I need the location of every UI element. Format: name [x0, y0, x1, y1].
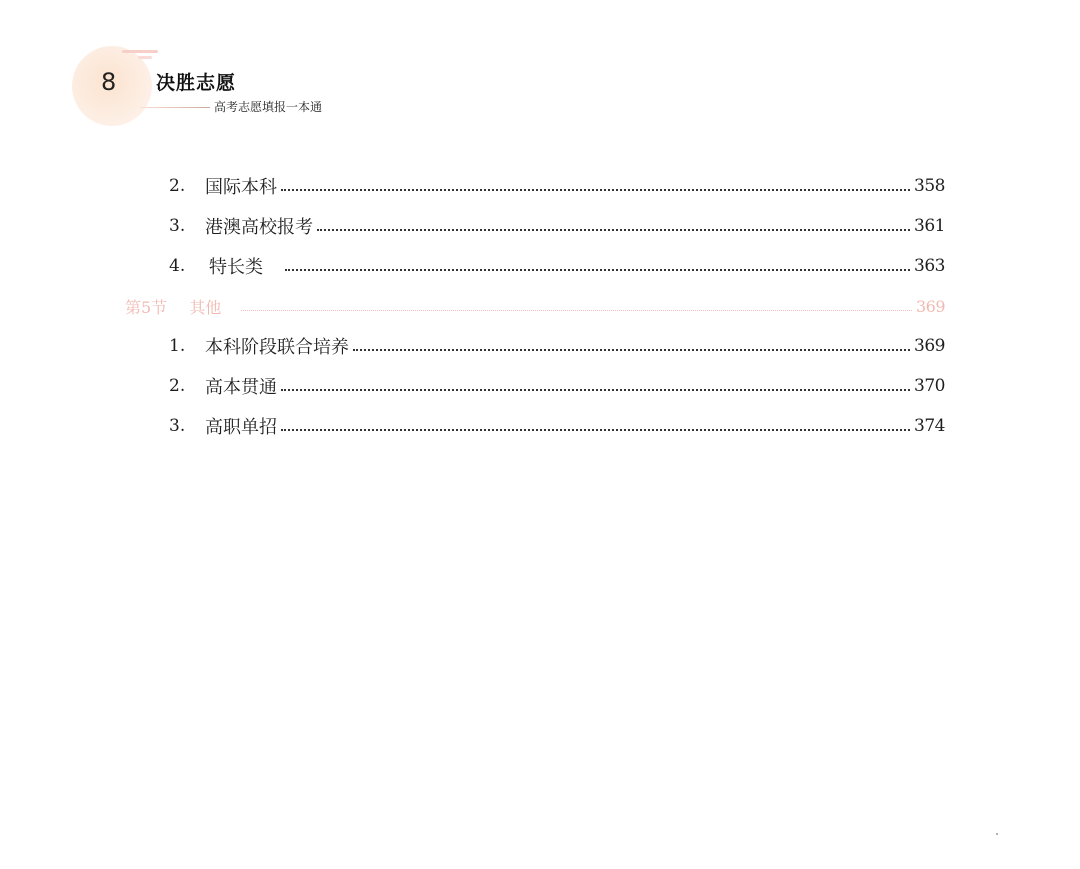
toc-section-page: 369 — [915, 296, 945, 316]
toc-leader-dots — [353, 349, 910, 351]
toc-section-label: 其他 — [189, 297, 222, 317]
toc-entry-page: 363 — [914, 256, 945, 276]
page-number: 8 — [101, 68, 117, 96]
toc-entry[interactable] — [125, 326, 945, 366]
toc-entry-label: 高本贯通 — [205, 377, 277, 398]
toc-entry-number: 2. — [169, 176, 186, 196]
toc-entry-label: 高职单招 — [205, 417, 277, 438]
toc-entry-page: 374 — [914, 416, 945, 436]
toc-entry-number: 1. — [169, 336, 186, 356]
toc-leader-dots — [281, 429, 910, 431]
toc-section-number: 第5节 — [125, 297, 168, 317]
toc-entry-label: 港澳高校报考 — [205, 217, 313, 238]
toc-entry-number: 3. — [169, 416, 186, 436]
toc-leader-dots — [281, 189, 910, 191]
toc-leader-dots — [241, 310, 912, 311]
toc-leader-dots — [281, 389, 910, 391]
toc-entry-page: 361 — [914, 216, 945, 236]
header-decoration-line-short — [138, 56, 152, 59]
toc-entry[interactable] — [125, 206, 945, 246]
subtitle-rule — [140, 107, 210, 108]
toc-entry-number: 2. — [169, 376, 186, 396]
scan-speck — [996, 833, 998, 835]
toc-entry-page: 369 — [914, 336, 945, 356]
toc-entry-number: 4. — [169, 256, 186, 276]
table-of-contents — [125, 166, 945, 446]
toc-entry-page: 358 — [914, 176, 945, 196]
header-decoration-line — [122, 50, 158, 53]
toc-entry[interactable] — [125, 366, 945, 406]
toc-leader-dots — [285, 269, 910, 271]
toc-leader-dots — [317, 229, 910, 231]
toc-section-heading[interactable] — [125, 286, 945, 326]
toc-entry-label: 国际本科 — [205, 177, 277, 198]
toc-entry-number: 3. — [169, 216, 186, 236]
book-title: 决胜志愿 — [156, 72, 237, 94]
toc-entry[interactable] — [125, 406, 945, 446]
toc-entry-label: 特长类 — [209, 257, 263, 278]
toc-entry[interactable] — [125, 166, 945, 206]
toc-entry-label: 本科阶段联合培养 — [205, 337, 349, 358]
toc-entry[interactable] — [125, 246, 945, 286]
toc-entry-page: 370 — [914, 376, 945, 396]
book-subtitle: 高考志愿填报一本通 — [214, 100, 323, 114]
